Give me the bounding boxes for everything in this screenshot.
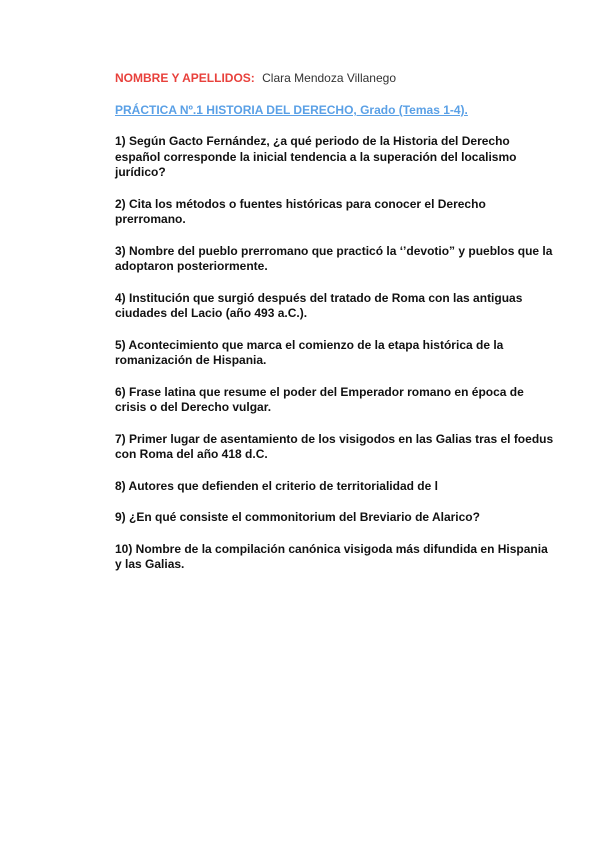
question-5: 5) Acontecimiento que marca el comienzo de la etapa histórica de la romanización de Hispania. xyxy=(115,337,504,367)
question-8: 8) Autores que defienden el criterio de territorialidad de l xyxy=(115,478,438,493)
question-7: 7) Primer lugar de asentamiento de los visigodos en las Galias tras el foedus con Roma del año 418 d.C. xyxy=(115,431,554,461)
question-10: 10) Nombre de la compilación canónica visigoda más difundida en Hispania y las Galias. xyxy=(115,541,548,571)
question-2: 2) Cita los métodos o fuentes históricas para conocer el Derecho prerromano. xyxy=(115,196,486,226)
document-page xyxy=(115,70,555,589)
question-6: 6) Frase latina que resume el poder del Emperador romano en época de crisis o del Derecho vulgar. xyxy=(115,384,524,414)
question-list xyxy=(115,134,555,573)
question-9: 9) ¿En qué consiste el commonitorium del Breviario de Alarico? xyxy=(115,510,480,524)
question-3: 3) Nombre del pueblo prerromano que practicó la ‘’devotio” y pueblos que la adoptaron posteriormente. xyxy=(115,243,553,273)
name-label: NOMBRE Y APELLIDOS: xyxy=(115,71,255,85)
practice-title: PRÁCTICA Nº.1 HISTORIA DEL DERECHO, Grado (Temas 1-4). xyxy=(115,103,468,117)
student-name-line xyxy=(115,70,555,86)
question-4: 4) Institución que surgió después del tratado de Roma con las antiguas ciudades del Lacio (año 493 a.C.). xyxy=(115,290,523,320)
question-1: 1) Según Gacto Fernández, ¿a qué periodo de la Historia del Derecho español corresponde la inicial tendencia a la superación del localismo jurídico? xyxy=(115,134,517,179)
student-name: Clara Mendoza Villanego xyxy=(262,71,397,85)
